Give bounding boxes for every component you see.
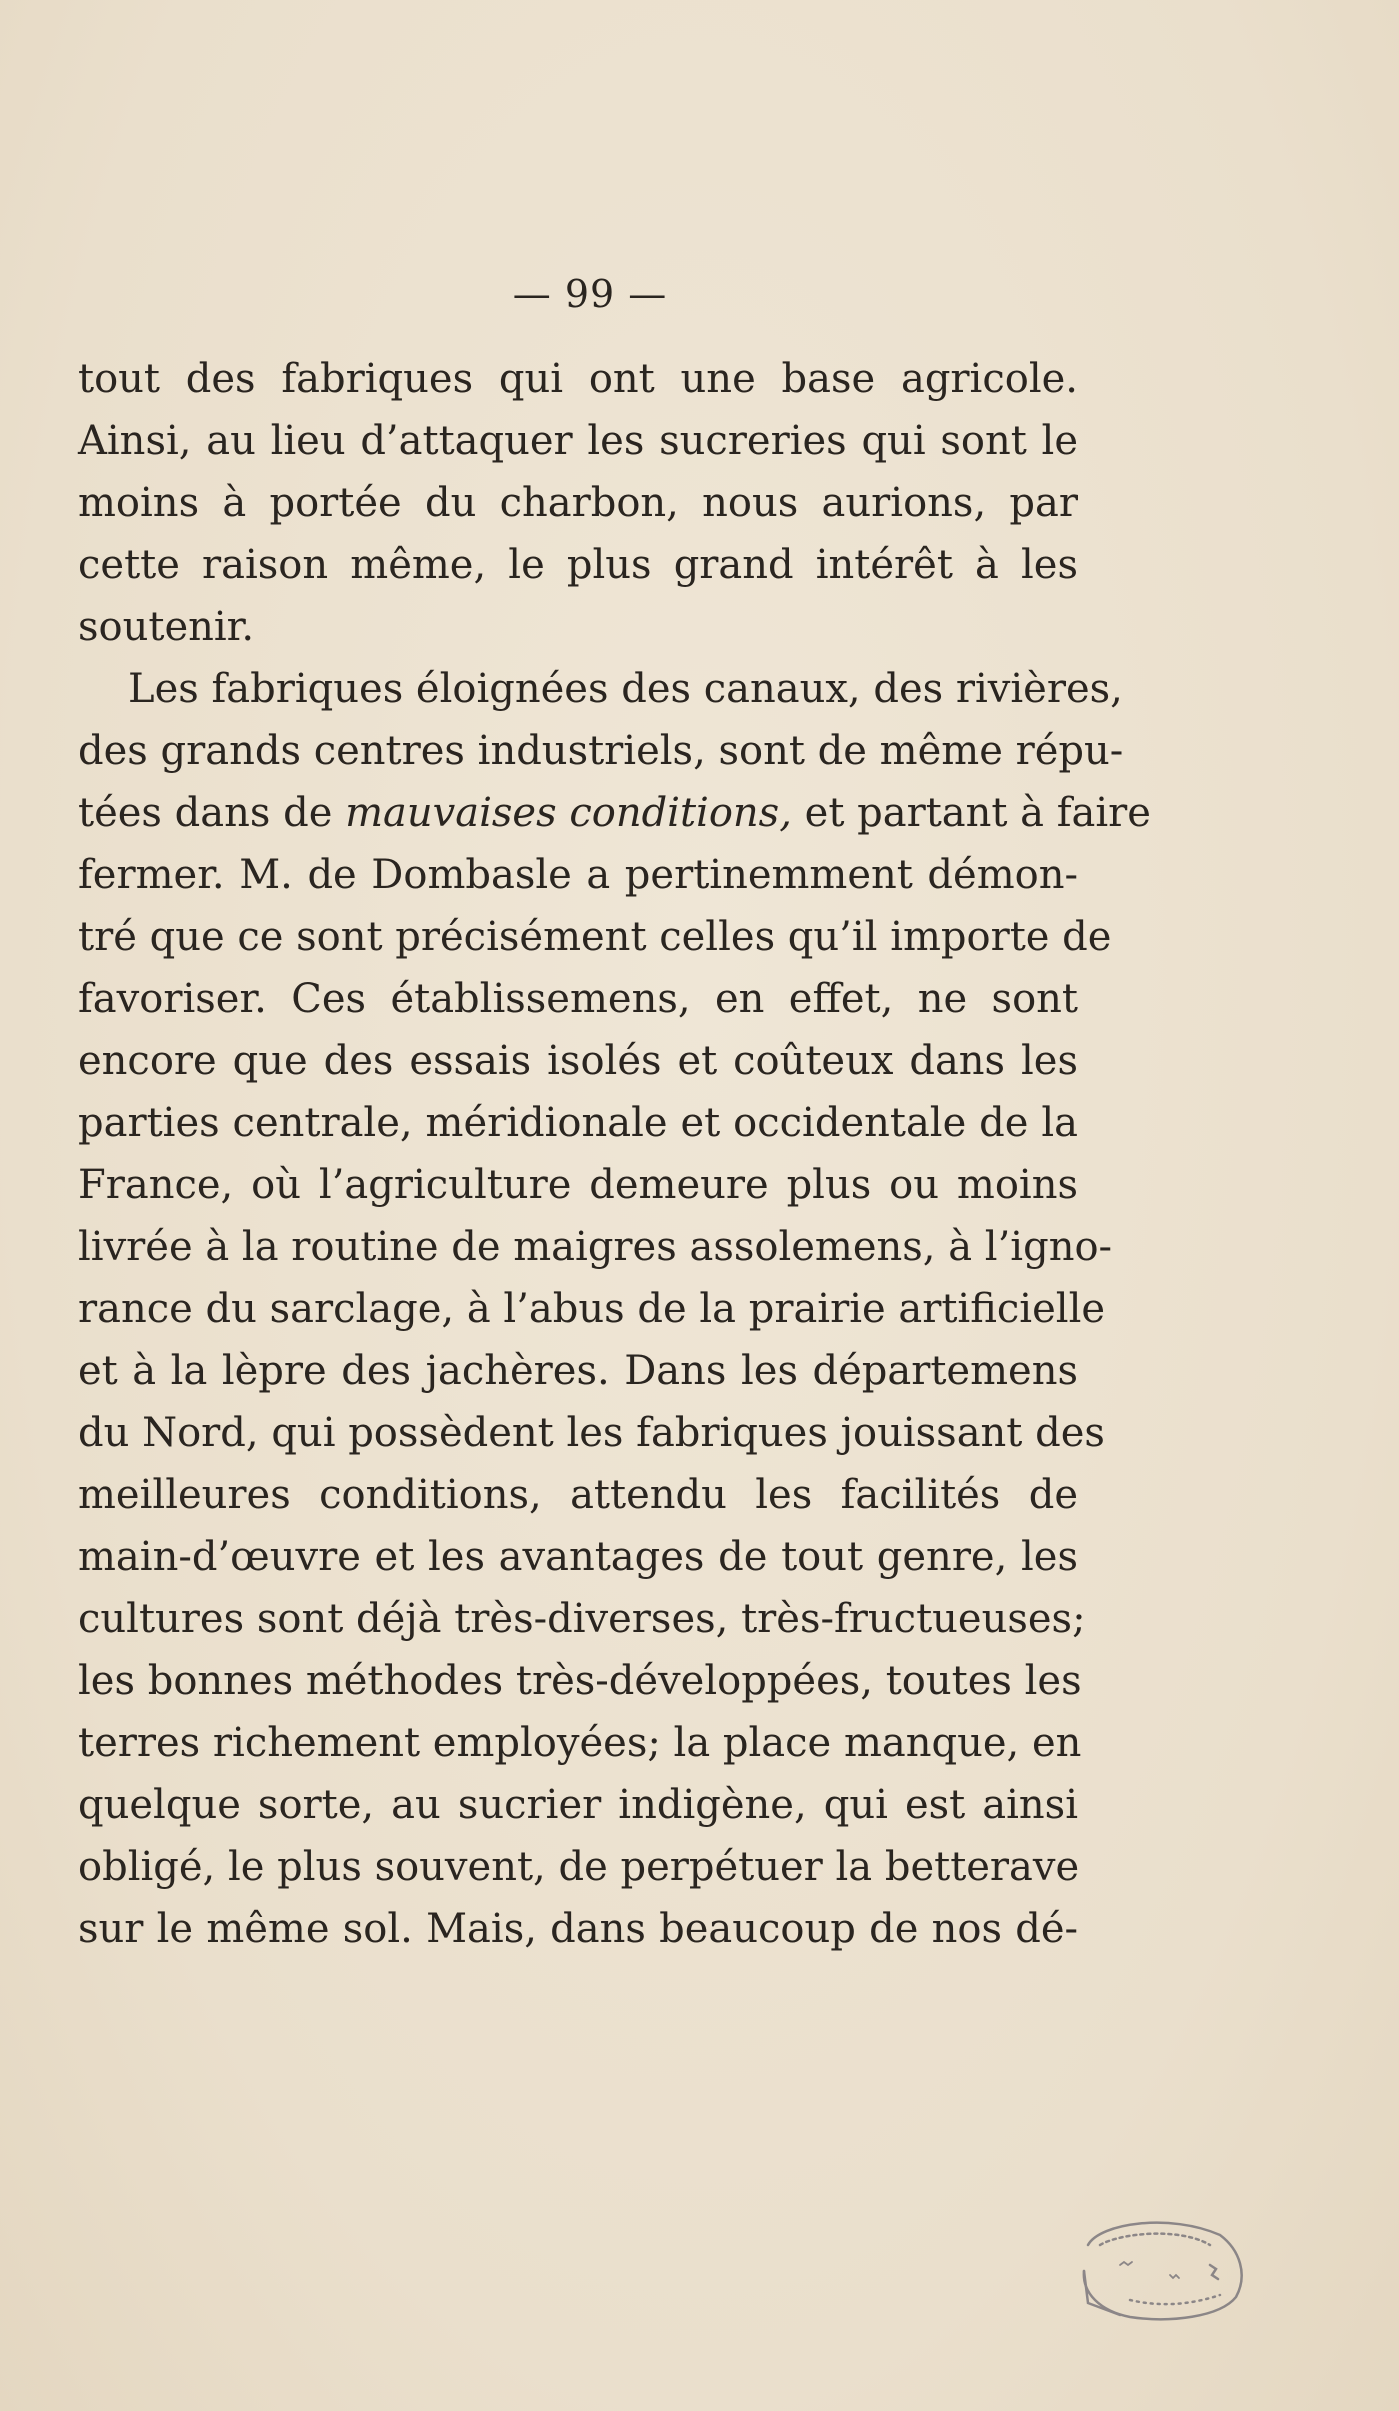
text-line: obligé, le plus souvent, de perpétuer la betterave xyxy=(78,1844,1080,1890)
text-line: tout des fabriques qui ont une base agricole. xyxy=(78,356,1078,402)
text-line: meilleures conditions, attendu les facilités de xyxy=(78,1472,1078,1518)
text-line: main-d’œuvre et les avantages de tout genre, les xyxy=(78,1534,1078,1580)
text-line: France, où l’agriculture demeure plus ou moins xyxy=(78,1162,1078,1208)
text-line: Les fabriques éloignées des canaux, des rivières, xyxy=(128,666,1123,712)
text-line: livrée à la routine de maigres assolemens, à l’igno- xyxy=(78,1224,1113,1270)
text-segment: et partant à faire xyxy=(791,790,1151,836)
text-line: tré que ce sont précisément celles qu’il importe de xyxy=(78,914,1112,960)
text-line: parties centrale, méridionale et occidentale de la xyxy=(78,1100,1078,1146)
text-line: terres richement employées; la place manque, en xyxy=(78,1720,1082,1766)
text-line: quelque sorte, au sucrier indigène, qui est ainsi xyxy=(78,1782,1078,1828)
text-line: les bonnes méthodes très-développées, toutes les xyxy=(78,1658,1082,1704)
library-stamp-icon xyxy=(1060,2205,1255,2325)
text-line: du Nord, qui possèdent les fabriques jouissant des xyxy=(78,1410,1105,1456)
text-segment: tées dans de xyxy=(78,790,346,836)
page-number: — 99 — xyxy=(512,272,668,316)
text-line: moins à portée du charbon, nous aurions, par xyxy=(78,480,1078,526)
text-line: favoriser. Ces établissemens, en effet, ne sont xyxy=(78,976,1078,1022)
text-line: des grands centres industriels, sont de même répu- xyxy=(78,728,1124,774)
text-line: sur le même sol. Mais, dans beaucoup de nos dé- xyxy=(78,1906,1078,1952)
text-line: rance du sarclage, à l’abus de la prairie artificielle xyxy=(78,1286,1106,1332)
text-line: encore que des essais isolés et coûteux dans les xyxy=(78,1038,1078,1084)
text-line-mixed xyxy=(78,782,1151,844)
text-line: fermer. M. de Dombasle a pertinemment démon- xyxy=(78,852,1078,898)
text-line: cultures sont déjà très-diverses, très-fructueuses; xyxy=(78,1596,1086,1642)
text-line: cette raison même, le plus grand intérêt à les xyxy=(78,542,1078,588)
body-text xyxy=(78,348,1151,1960)
text-line: soutenir. xyxy=(78,604,255,650)
italic-phrase: mauvaises conditions, xyxy=(345,790,792,836)
text-line: Ainsi, au lieu d’attaquer les sucreries qui sont le xyxy=(78,418,1078,464)
text-line: et à la lèpre des jachères. Dans les départemens xyxy=(78,1348,1078,1394)
